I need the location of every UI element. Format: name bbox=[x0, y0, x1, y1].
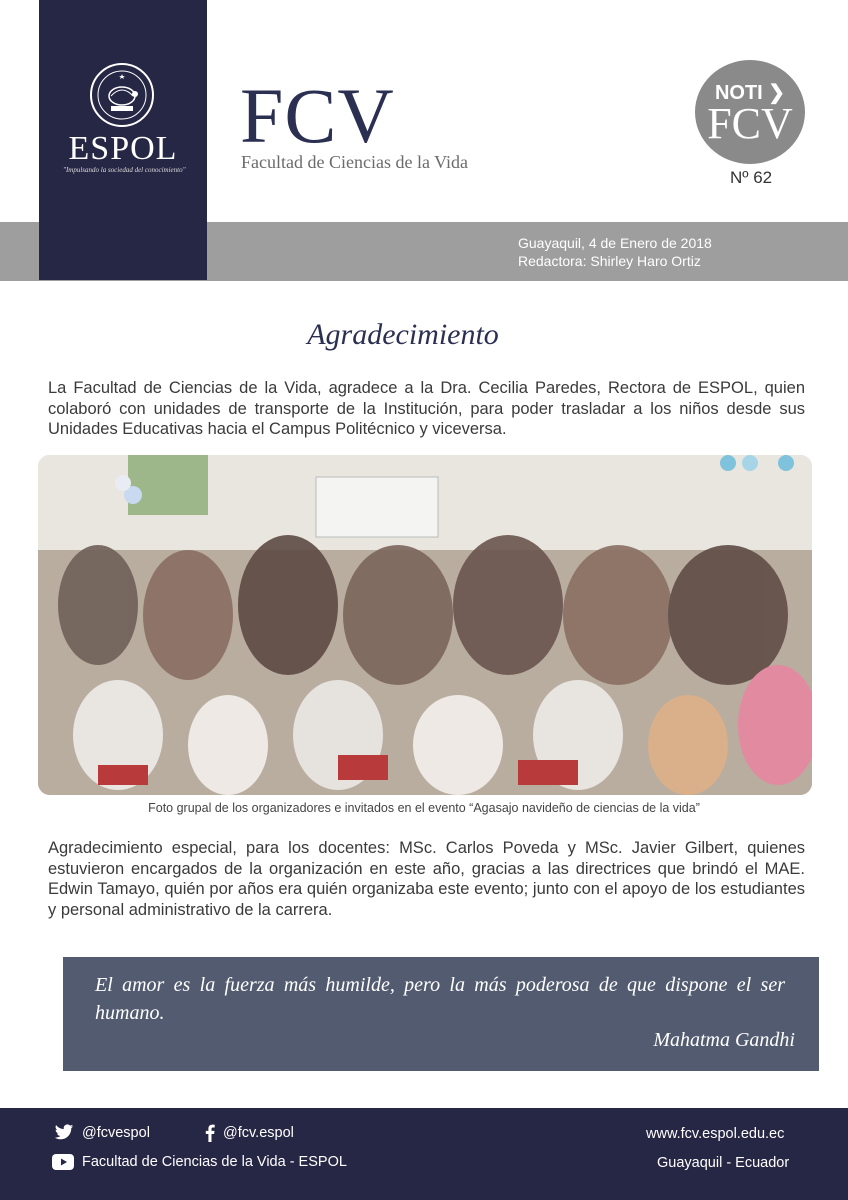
dateline bbox=[518, 234, 712, 270]
photo-caption: Foto grupal de los organizadores e invitados en el evento “Agasajo navideño de ciencias de la vida” bbox=[148, 801, 700, 815]
group-photo bbox=[38, 455, 812, 795]
facebook-handle: @fcv.espol bbox=[223, 1125, 294, 1141]
facebook-icon bbox=[205, 1124, 215, 1142]
chevron-right-icon: ❯ bbox=[768, 82, 786, 104]
footer bbox=[0, 1108, 848, 1200]
youtube-icon bbox=[52, 1154, 74, 1170]
espol-wordmark: ESPOL bbox=[68, 130, 178, 167]
issue-number: Nº 62 bbox=[730, 168, 773, 187]
quote-text: El amor es la fuerza más humilde, pero la más poderosa de que dispone el ser humano. bbox=[95, 974, 785, 1024]
website-link[interactable]: www.fcv.espol.edu.ec bbox=[646, 1126, 785, 1142]
article-paragraph-2: Agradecimiento especial, para los docentes: MSc. Carlos Poveda y MSc. Javier Gilbert, quienes estuvieron encargados de la organización en este año, gracias a las directrices que brindó el MAE. Edwin Tamayo, quién por años era quién organizaba este evento; junto con el apoyo de los estudiantes y personal administrativo de la carrera. bbox=[48, 839, 805, 919]
facebook-link[interactable] bbox=[205, 1124, 294, 1142]
noti-fcv-label: FCV bbox=[707, 99, 793, 148]
date-text: Guayaquil, 4 de Enero de 2018 bbox=[518, 235, 712, 251]
article-title: Agradecimiento bbox=[307, 318, 499, 351]
espol-seal-icon bbox=[89, 62, 155, 128]
twitter-link[interactable] bbox=[54, 1124, 150, 1141]
noti-label: NOTI ❯ bbox=[714, 82, 786, 104]
quote-box bbox=[63, 957, 819, 1071]
espol-tagline: "Impulsando la sociedad del conocimiento" bbox=[63, 166, 186, 174]
fcv-subtitle: Facultad de Ciencias de la Vida bbox=[241, 152, 469, 172]
quote-author: Mahatma Gandhi bbox=[653, 1029, 795, 1051]
twitter-icon bbox=[54, 1124, 74, 1141]
twitter-handle: @fcvespol bbox=[82, 1124, 150, 1141]
fcv-title: FCV bbox=[240, 72, 395, 159]
youtube-channel: Facultad de Ciencias de la Vida - ESPOL bbox=[82, 1154, 347, 1170]
article-paragraph-1: La Facultad de Ciencias de la Vida, agradece a la Dra. Cecilia Paredes, Rectora de ESPOL, quien colaboró con unidades de transporte de la Institución, para poder trasladar a los niños desde sus Unidades Educativas hacia el Campus Politécnico y viceversa. bbox=[48, 379, 805, 438]
location-text: Guayaquil - Ecuador bbox=[657, 1155, 790, 1171]
espol-ribbon bbox=[39, 0, 207, 280]
noti-fcv-badge bbox=[695, 60, 805, 164]
author-text: Redactora: Shirley Haro Ortiz bbox=[518, 253, 701, 269]
youtube-link[interactable] bbox=[52, 1154, 347, 1170]
